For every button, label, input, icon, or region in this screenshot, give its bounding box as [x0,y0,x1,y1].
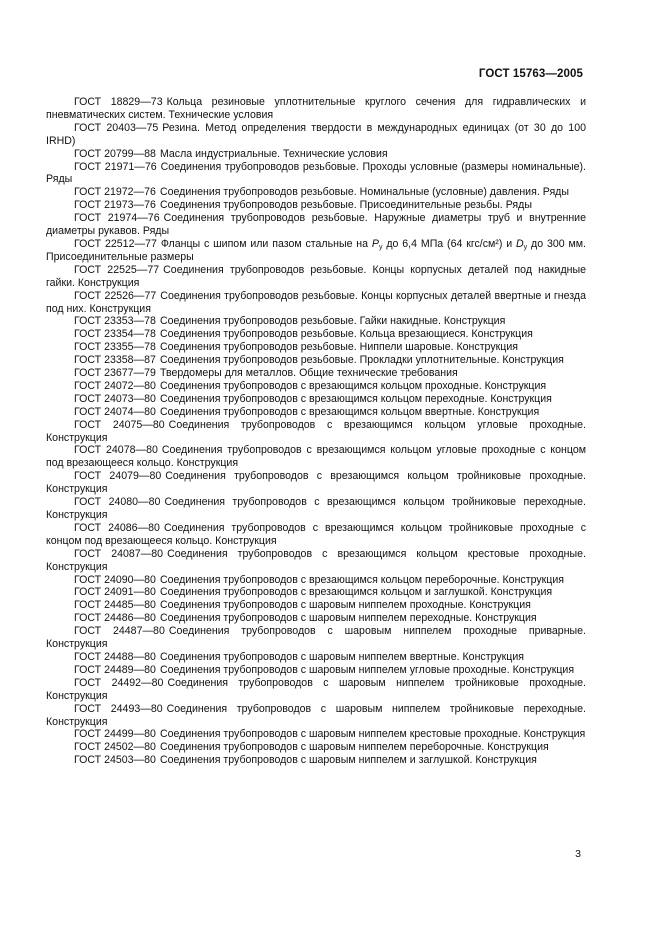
standard-title: Соединения трубопроводов с врезающимся кольцом переборочные. Конструкция [159,573,564,586]
reference-entry [46,264,586,290]
standard-code: ГОСТ 20403—75 [74,121,159,134]
standard-code: ГОСТ 24079—80 [74,470,162,483]
standard-code: ГОСТ 21973—76 [74,199,156,212]
standard-title: Соединения трубопроводов с шаровым ниппелем тройниковые переходные. Конструкция [46,702,586,728]
standard-title: Соединения трубопроводов с врезающимся кольцом тройниковые проходные. Конструкция [46,470,586,496]
reference-entry [46,406,586,419]
standard-code: ГОСТ 24075—80 [74,418,165,431]
standard-title: Соединения трубопроводов с шаровым ниппелем переходные. Конструкция [159,612,537,625]
standard-code: ГОСТ 23353—78 [74,315,156,328]
standard-title: Соединения трубопроводов с врезающимся кольцом тройниковые переходные. Конструкция [46,496,586,521]
standard-title: Соединения трубопроводов резьбовые. Концы корпусных деталей ввертные и гнезда под них. Конструкция [46,289,586,315]
reference-entry [46,161,586,187]
reference-entry [46,419,586,445]
standard-title: Соединения трубопроводов с шаровым ниппелем и заглушкой. Конструкция [159,754,537,767]
standard-code: ГОСТ 24090—80 [74,573,156,586]
standard-title-part: до 6,4 МПа (64 кгс/см²) и [386,237,513,250]
standard-code: ГОСТ 22512—77 [74,237,157,250]
diameter-symbol: D [516,237,524,250]
reference-entry [46,522,586,548]
page-number: 3 [575,848,581,860]
reference-entry [46,290,586,316]
standard-title: Соединения трубопроводов с врезающимся кольцом и заглушкой. Конструкция [159,586,553,599]
reference-entry [46,548,586,574]
reference-entry [46,677,586,703]
reference-entry [46,367,586,380]
standard-title: Соединения трубопроводов с врезающимся кольцом угловые проходные. Конструкция [46,418,586,444]
reference-entry [46,470,586,496]
standard-title: Соединения трубопроводов с врезающимся кольцом переходные. Конструкция [159,392,552,405]
standard-code: ГОСТ 24074—80 [74,405,156,418]
standard-title: Соединения трубопроводов резьбовые. Присоединительные резьбы. Ряды [159,199,532,212]
standard-title: Соединения трубопроводов с шаровым ниппелем переборочные. Конструкция [159,741,549,754]
standard-code: ГОСТ 24485—80 [74,599,156,612]
standard-title: Соединения трубопроводов резьбовые. Ниппели шаровые. Конструкция [159,341,518,354]
standard-title: Твердомеры для металлов. Общие технические требования [159,367,458,380]
reference-entry [46,703,586,729]
standard-code: ГОСТ 23354—78 [74,328,156,341]
reference-entry [46,496,586,522]
reference-entry [46,212,586,238]
reference-entry [46,380,586,393]
reference-entry [46,625,586,651]
reference-entry [46,148,586,161]
reference-entry [46,651,586,664]
standard-code: ГОСТ 24499—80 [74,728,156,741]
reference-entry [46,612,586,625]
standard-title: Масла индустриальные. Технические условия [159,147,388,160]
standard-title: Соединения трубопроводов резьбовые. Концы корпусных деталей под накидные гайки. Конструкция [46,263,586,289]
standard-code: ГОСТ 24503—80 [74,754,156,767]
document-header: ГОСТ 15763—2005 [478,68,583,80]
standard-code: ГОСТ 24073—80 [74,392,156,405]
standard-code: ГОСТ 24087—80 [74,547,164,560]
standard-code: ГОСТ 24493—80 [74,702,163,715]
standard-code: ГОСТ 22525—77 [74,263,160,276]
standard-title: Соединения трубопроводов с шаровым ниппелем ввертные. Конструкция [159,650,524,663]
standard-title: Соединения трубопроводов с шаровым ниппелем тройниковые проходные. Конструкция [46,676,586,702]
reference-entry [46,599,586,612]
reference-entry [46,199,586,212]
standard-title: Соединения трубопроводов с врезающимся кольцом ввертные. Конструкция [159,405,540,418]
standard-code: ГОСТ 24086—80 [74,521,160,534]
standard-title: Соединения трубопроводов с врезающимся кольцом крестовые проходные. Конструкция [46,547,586,573]
reference-entry [46,754,586,767]
standard-code: ГОСТ 23355—78 [74,341,156,354]
standard-title-part: до 300 мм. Присоединительные размеры [46,237,586,263]
reference-entry [46,741,586,754]
reference-list [46,96,586,767]
standard-title: Соединения трубопроводов с шаровым ниппелем проходные приварные. Конструкция [46,625,586,651]
standard-code: ГОСТ 24489—80 [74,663,156,676]
standard-title: Соединения трубопроводов с врезающимся кольцом проходные. Конструкция [159,379,547,392]
standard-title: Соединения трубопроводов с шаровым ниппелем проходные. Конструкция [159,599,531,612]
standard-title: Соединения трубопроводов с шаровым ниппелем крестовые проходные. Конструкция [159,728,586,741]
standard-title: Соединения трубопроводов резьбовые. Проходы условные (размеры номинальные). Ряды [46,160,586,186]
reference-entry [46,186,586,199]
standard-code: ГОСТ 24502—80 [74,741,156,754]
reference-entry [46,315,586,328]
reference-entry [46,122,586,148]
standard-title: Соединения трубопроводов с врезающимся кольцом угловые проходные с концом под врезающееся кольцо. Конструкция [46,444,586,470]
standard-code: ГОСТ 20799—88 [74,147,156,160]
pressure-symbol: P [371,237,379,250]
reference-entry [46,586,586,599]
standard-title: Соединения трубопроводов с шаровым ниппелем угловые проходные. Конструкция [159,663,575,676]
standard-code: ГОСТ 24080—80 [74,496,161,509]
standard-title: Кольца резиновые уплотнительные круглого сечения для гидравлических и пневматических систем. Технические условия [46,96,586,121]
standard-title: Соединения трубопроводов резьбовые. Гайки накидные. Конструкция [159,315,506,328]
standard-code: ГОСТ 21972—76 [74,186,156,199]
standard-code: ГОСТ 23677—79 [74,367,156,380]
reference-entry [46,354,586,367]
reference-entry [46,328,586,341]
standard-code: ГОСТ 22526—77 [74,289,157,302]
standard-code: ГОСТ 24492—80 [74,676,164,689]
standard-code: ГОСТ 24486—80 [74,612,156,625]
reference-entry [46,238,586,264]
reference-entry [46,574,586,587]
reference-entry [46,96,586,122]
reference-entry [46,664,586,677]
standard-code: ГОСТ 24078—80 [74,444,158,457]
standard-code: ГОСТ 24091—80 [74,586,156,599]
pressure-subscript: у [379,243,383,251]
standard-title: Соединения трубопроводов с врезающимся кольцом тройниковые проходные с концом под врезающееся кольцо. Конструкция [46,521,586,547]
standard-title: Соединения трубопроводов резьбовые. Наружные диаметры труб и внутренние диаметры рукавов. Ряды [46,212,586,238]
diameter-subscript: у [523,243,528,251]
standard-code: ГОСТ 24072—80 [74,379,156,392]
reference-entry [46,393,586,406]
standard-code: ГОСТ 23358—87 [74,354,156,367]
standard-code: ГОСТ 24488—80 [74,650,156,663]
standard-title: Резина. Метод определения твердости в международных единицах (от 30 до 100 IRHD) [46,121,586,147]
reference-entry [46,728,586,741]
standard-code: ГОСТ 21974—76 [74,212,160,225]
standard-code: ГОСТ 21971—76 [74,160,157,173]
standard-title: Соединения трубопроводов резьбовые. Кольца врезающиеся. Конструкция [159,328,533,341]
standard-title: Соединения трубопроводов резьбовые. Номинальные (условные) давления. Ряды [159,186,569,199]
standard-title: Соединения трубопроводов резьбовые. Прокладки уплотнительные. Конструкция [159,354,564,367]
standard-code: ГОСТ 18829—73 [74,96,163,108]
reference-entry [46,341,586,354]
standard-title-part: Фланцы с шипом или пазом стальные на [160,237,369,250]
standard-code: ГОСТ 24487—80 [74,625,165,638]
reference-entry [46,444,586,470]
